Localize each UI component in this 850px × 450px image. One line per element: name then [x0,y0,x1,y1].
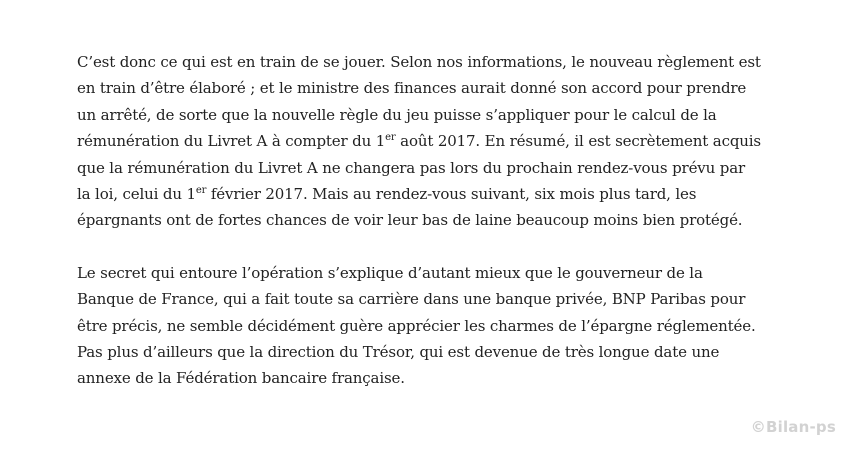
text-segment: février 2017. Mais au rendez-vous suivant, six mois plus tard, les [206,185,697,204]
text-line: annexe de la Fédération bancaire française. [77,369,405,388]
ordinal-superscript: er [385,132,396,144]
text-line: épargnants ont de fortes chances de voir leur bas de laine beaucoup moins bien protégé. [77,211,743,230]
paragraph-2 [77,260,777,392]
paragraph-1 [77,49,777,234]
text-line: en train d’être élaboré ; et le ministre des finances aurait donné son accord pour prendre [77,79,747,98]
text-segment: la loi, celui du 1 [77,185,196,204]
text-line: Pas plus d’ailleurs que la direction du Trésor, qui est devenue de très longue date une [77,343,720,362]
text-line: que la rémunération du Livret A ne changera pas lors du prochain rendez-vous prévu par [77,158,746,177]
text-segment: août 2017. En résumé, il est secrètement acquis [395,132,761,151]
text-segment: rémunération du Livret A à compter du 1 [77,132,386,151]
watermark: ©Bilan-ps [750,418,836,436]
text-line: C’est donc ce qui est en train de se jouer. Selon nos informations, le nouveau règlement est [77,53,761,71]
text-line: un arrêté, de sorte que la nouvelle règle du jeu puisse s’appliquer pour le calcul de la [77,105,717,124]
text-line: être précis, ne semble décidément guère apprécier les charmes de l’épargne réglementée. [77,316,756,335]
text-line: Banque de France, qui a fait toute sa carrière dans une banque privée, BNP Paribas pour [77,290,746,309]
ordinal-superscript: er [195,185,207,197]
text-line: Le secret qui entoure l’opération s’explique d’autant mieux que le gouverneur de la [77,263,703,282]
article-body [77,49,777,418]
text-line [77,128,777,154]
text-line [77,181,777,207]
